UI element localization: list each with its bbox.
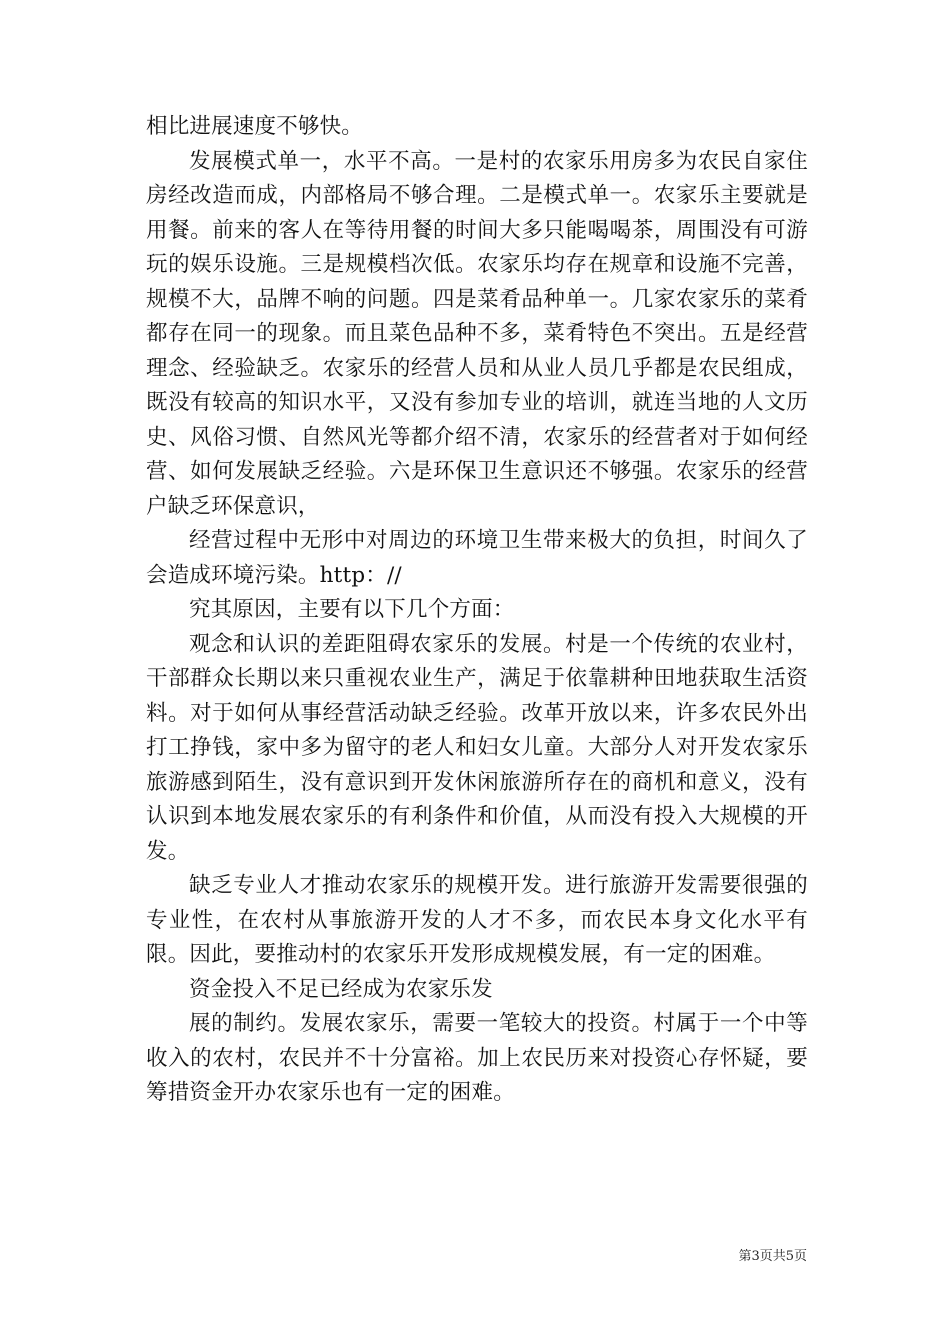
- page-number: 第3页共5页: [738, 1249, 807, 1264]
- paragraph: 资金投入不足已经成为农家乐发: [189, 976, 493, 1002]
- paragraph: 究其原因，主要有以下几个方面：: [189, 597, 515, 622]
- paragraph: 发展模式单一，水平不高。一是村的农家乐用房多为农民自家住房经改造而成，内部格局不够合理。二是模式单一。农家乐主要就是用餐。前来的客人在等待用餐的时间大多只能喝喝茶，周围没有可游玩的娱乐设施。三是规模档次低。农家乐均存在规章和设施不完善，规模不大，品牌不响的问题。四是菜肴品种单一。几家农家乐的菜肴都存在同一的现象。而且菜色品种不多，菜肴特色不突出。五是经营理念、经验缺乏。农家乐的经营人员和从业人员几乎都是农民组成，既没有较高的知识水平，又没有参加专业的培训，就连当地的人文历史、风俗习惯、自然风光等都介绍不清，农家乐的经营者对于如何经营、如何发展缺乏经验。六是环保卫生意识还不够强。农家乐的经营户缺乏环保意识，: [146, 148, 808, 519]
- document-body: [146, 110, 808, 1111]
- paragraph: 观念和认识的差距阻碍农家乐的发展。村是一个传统的农业村，干部群众长期以来只重视农业生产，满足于依靠耕种田地获取生活资料。对于如何从事经营活动缺乏经验。改革开放以来，许多农民外出打工挣钱，家中多为留守的老人和妇女儿童。大部分人对开发农家乐旅游感到陌生，没有意识到开发休闲旅游所存在的商机和意义，没有认识到本地发展农家乐的有利条件和价值，从而没有投入大规模的开发。: [146, 631, 808, 864]
- paragraph: 缺乏专业人才推动农家乐的规模开发。进行旅游开发需要很强的专业性，在农村从事旅游开发的人才不多，而农民本身文化水平有限。因此，要推动村的农家乐开发形成规模发展，有一定的困难。: [146, 873, 808, 967]
- paragraph: 相比进展速度不够快。: [146, 114, 364, 139]
- paragraph: 展的制约。发展农家乐，需要一笔较大的投资。村属于一个中等收入的农村，农民并不十分富裕。加上农民历来对投资心存怀疑，要筹措资金开办农家乐也有一定的困难。: [146, 1011, 808, 1105]
- paragraph: 经营过程中无形中对周边的环境卫生带来极大的负担，时间久了会造成环境污染。http：//: [146, 528, 808, 588]
